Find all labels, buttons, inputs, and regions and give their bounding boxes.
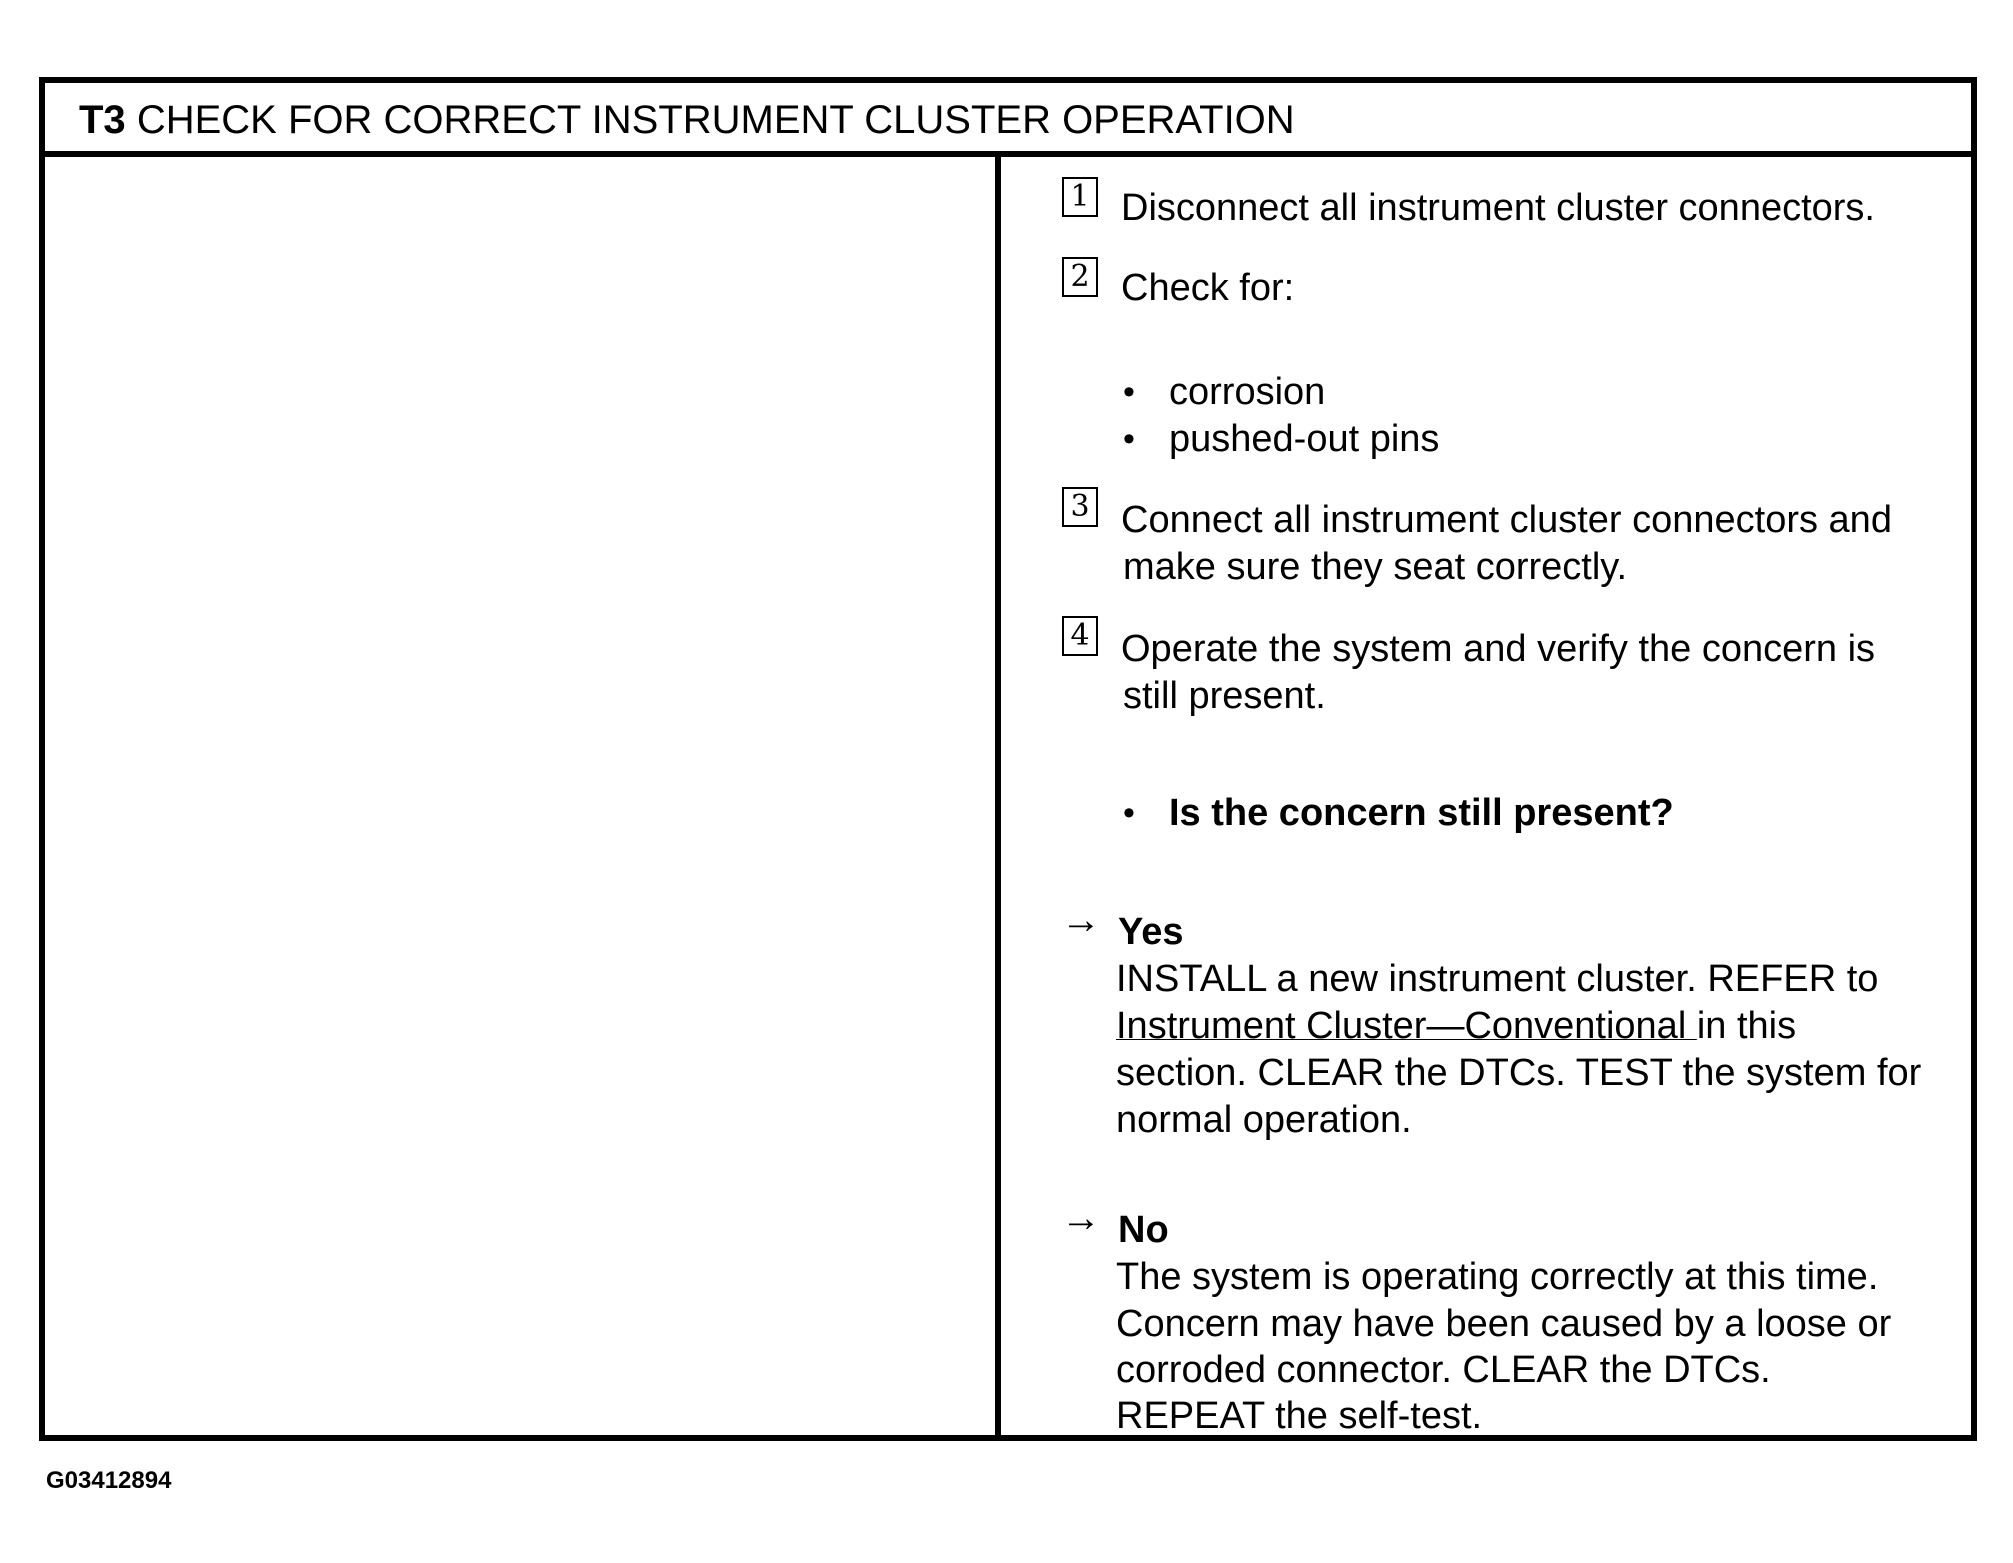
step-1-number-box: 1: [1062, 177, 1098, 217]
no-action-line-2: Concern may have been caused by a loose or: [1116, 1303, 1892, 1345]
procedure-title: [79, 97, 1295, 143]
step-3-text-line-1: Connect all instrument cluster connectors and: [1121, 499, 1892, 541]
step-3-text-line-2: make sure they seat correctly.: [1123, 546, 1628, 588]
step-3-number-box: 3: [1062, 487, 1098, 527]
step-4-text-line-1: Operate the system and verify the concern is: [1121, 628, 1876, 670]
yes-action-line-2-rest: in this: [1696, 1005, 1797, 1047]
instructions-area: [1001, 157, 1971, 1435]
yes-label: Yes: [1118, 911, 1184, 953]
yes-action-line-2: [1116, 1003, 1796, 1049]
procedure-code: T3: [79, 98, 126, 142]
yes-action-line-3: section. CLEAR the DTCs. TEST the system for: [1116, 1052, 1922, 1094]
check-item-2: pushed-out pins: [1169, 418, 1440, 460]
no-action-line-4: REPEAT the self-test.: [1116, 1395, 1483, 1437]
yes-action-line-4: normal operation.: [1116, 1099, 1412, 1141]
no-action-line-3: corroded connector. CLEAR the DTCs.: [1116, 1349, 1771, 1391]
no-arrow-icon: →: [1061, 1196, 1101, 1240]
question-text: Is the concern still present?: [1169, 792, 1674, 834]
step-4-number-box: 4: [1062, 616, 1098, 656]
check-item-2-bullet: •: [1123, 420, 1135, 458]
instrument-cluster-link[interactable]: Instrument Cluster—Conventional: [1116, 1005, 1697, 1047]
yes-action-line-1: INSTALL a new instrument cluster. REFER to: [1116, 958, 1879, 1000]
yes-arrow-icon: →: [1061, 898, 1101, 942]
check-item-1-bullet: •: [1123, 373, 1135, 411]
step-2-text: Check for:: [1121, 267, 1295, 309]
step-4-text-line-2: still present.: [1123, 675, 1326, 717]
no-label: No: [1118, 1209, 1169, 1251]
check-item-1: corrosion: [1169, 371, 1326, 413]
question-bullet: •: [1123, 794, 1135, 832]
no-action-line-1: The system is operating correctly at this time.: [1116, 1256, 1879, 1298]
illustration-area: [45, 157, 995, 1435]
step-1-text: Disconnect all instrument cluster connectors.: [1121, 187, 1875, 229]
procedure-title-text: CHECK FOR CORRECT INSTRUMENT CLUSTER OPERATION: [136, 98, 1295, 142]
figure-id: G03412894: [46, 1467, 172, 1494]
procedure-table: [39, 77, 1977, 1441]
procedure-header: [45, 83, 1971, 157]
step-2-number-box: 2: [1062, 257, 1098, 297]
